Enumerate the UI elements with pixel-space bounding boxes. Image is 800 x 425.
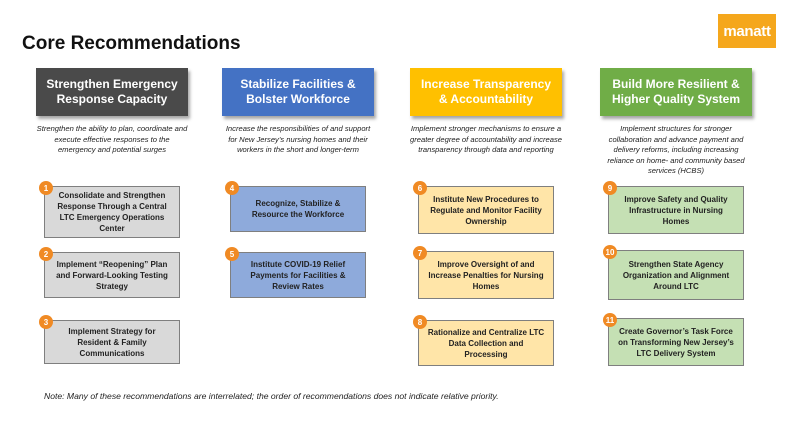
column-transparency: [410, 68, 562, 359]
recommendation-text: Strengthen State Agency Organization and Alignment Around LTC: [622, 259, 730, 291]
recommendation-card-8: [417, 317, 554, 366]
recommendation-text: Improve Oversight of and Increase Penalties for Nursing Homes: [428, 259, 544, 291]
number-badge: 10: [603, 245, 617, 259]
recommendation-text: Improve Safety and Quality Infrastructure in Nursing Homes: [624, 194, 728, 226]
footnote: Note: Many of these recommendations are interrelated; the order of recommendations does not indicate relative priority.: [44, 391, 499, 401]
recommendation-card-3: [43, 317, 180, 364]
column-header: Strengthen Emergency Response Capacity: [36, 68, 188, 116]
recommendation-text: Consolidate and Strengthen Response Through a Central LTC Emergency Operations Center: [57, 191, 167, 233]
recommendation-text: Rationalize and Centralize LTC Data Collection and Processing: [427, 327, 545, 359]
recommendation-text: Institute COVID-19 Relief Payments for Facilities & Review Rates: [250, 259, 346, 291]
number-badge: 11: [603, 313, 617, 327]
recommendation-card-4: [229, 183, 366, 232]
recommendation-text: Recognize, Stabilize & Resource the Workforce: [251, 199, 345, 219]
number-badge: 4: [225, 181, 239, 195]
recommendation-card-5: [229, 249, 366, 298]
column-header: Increase Transparency & Accountability: [410, 68, 562, 116]
manatt-logo: manatt: [718, 14, 776, 48]
page-title: Core Recommendations: [22, 33, 241, 54]
recommendation-text: Institute New Procedures to Regulate and Monitor Facility Ownership: [430, 194, 542, 226]
recommendation-card-7: [417, 248, 554, 299]
recommendation-card-11: [605, 315, 744, 366]
number-badge: 8: [413, 315, 427, 329]
column-stabilize-facilities: [222, 68, 374, 291]
number-badge: 5: [225, 247, 239, 261]
column-resilient-system: [600, 68, 752, 358]
recommendation-text: Create Governor’s Task Force on Transforming New Jersey’s LTC Delivery System: [618, 326, 734, 358]
recommendation-card-6: [417, 183, 554, 234]
number-badge: 9: [603, 181, 617, 195]
column-header: Build More Resilient & Higher Quality System: [600, 68, 752, 116]
number-badge: 2: [39, 247, 53, 261]
number-badge: 3: [39, 315, 53, 329]
recommendation-card-9: [607, 183, 744, 234]
number-badge: 6: [413, 181, 427, 195]
recommendation-text: Implement “Reopening” Plan and Forward-Looking Testing Strategy: [56, 259, 168, 291]
recommendation-text: Implement Strategy for Resident & Family Communications: [68, 326, 156, 358]
column-description: Strengthen the ability to plan, coordinate and execute effective responses to the emergency and potential surges: [36, 124, 188, 154]
column-description: Implement stronger mechanisms to ensure a greater degree of accountability and increase transparency through data and reporting: [410, 124, 562, 154]
recommendation-card-10: [605, 247, 744, 300]
recommendation-card-1: [43, 183, 180, 238]
number-badge: 7: [413, 246, 427, 260]
column-header: Stabilize Facilities & Bolster Workforce: [222, 68, 374, 116]
column-emergency-response: [36, 68, 188, 358]
recommendation-card-2: [43, 249, 180, 298]
column-description: Implement structures for stronger collaboration and advance payment and delivery reforms, including increasing reliance on home- and community based services (HCBS): [607, 124, 745, 175]
column-description: Increase the responsibilities of and support for New Jersey’s nursing homes and their workers in the short and longer-term: [225, 124, 371, 154]
number-badge: 1: [39, 181, 53, 195]
